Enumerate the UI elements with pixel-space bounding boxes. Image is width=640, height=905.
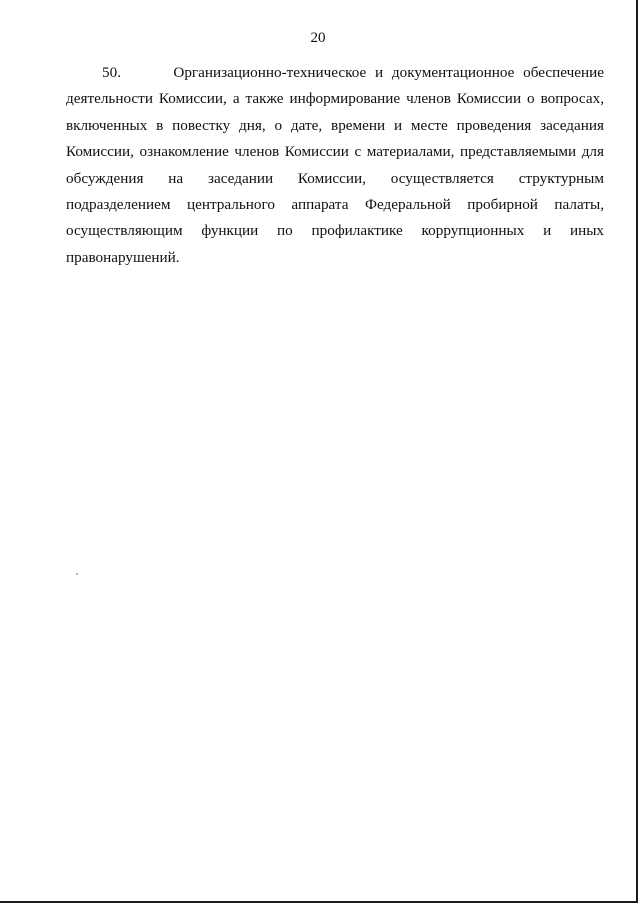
paragraph-text: Организационно-техническое и документационное обеспечение деятельности Комиссии, а также информирование членов Комиссии о вопросах, включенных в повестку дня, о дате, времени и месте проведения заседания Комиссии, ознакомление членов Комиссии с материалами, представляемыми для обсуждения на заседании Комиссии, осуществляется структурным подразделением центрального аппарата Федеральной пробирной палаты, осуществляющим функции по профилактике коррупционных и иных правонарушений. bbox=[66, 64, 604, 266]
paragraph-number: 50. bbox=[102, 64, 121, 81]
paragraph-50 bbox=[66, 60, 604, 271]
scan-speck bbox=[76, 573, 78, 575]
page-number: 20 bbox=[310, 30, 326, 46]
